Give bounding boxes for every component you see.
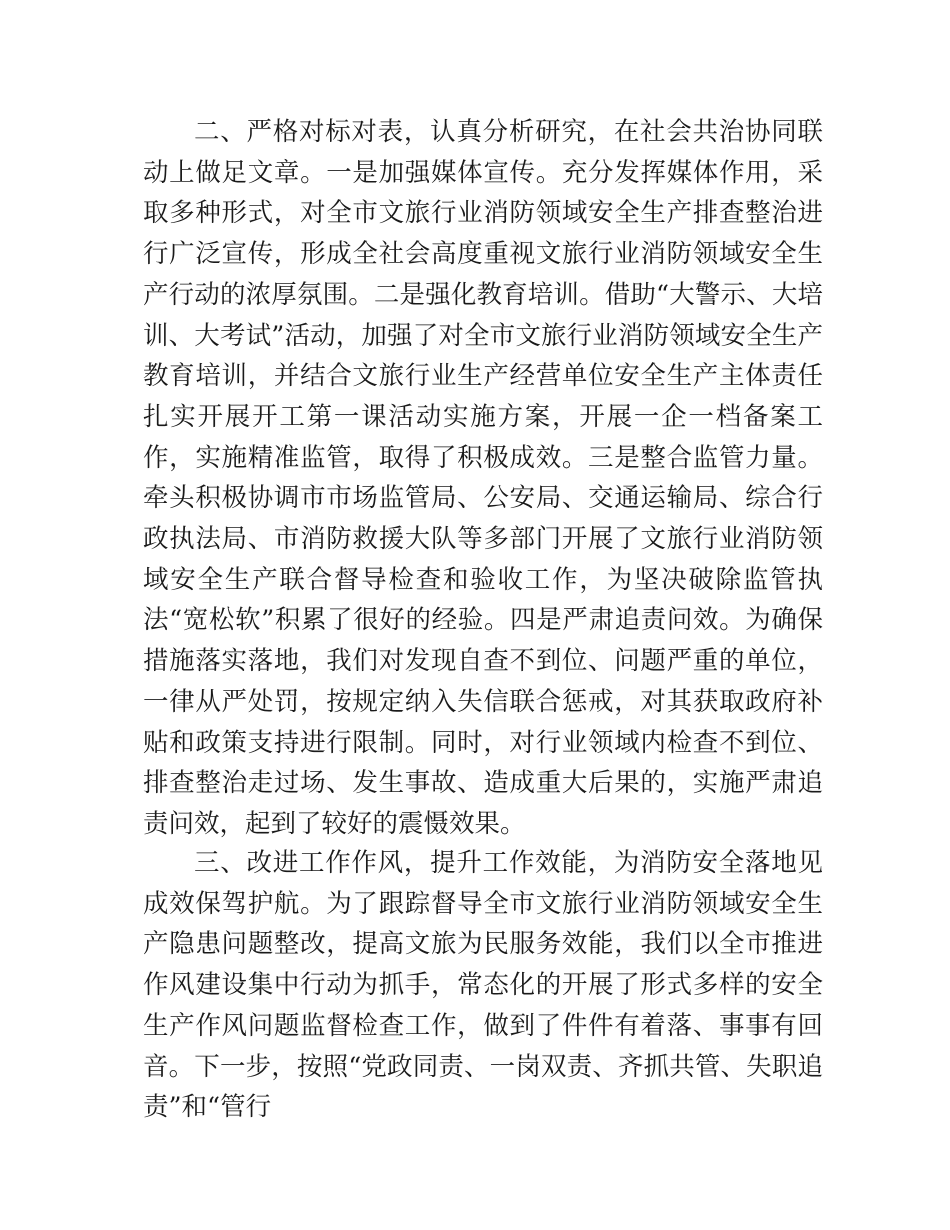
paragraph-section-three: 三、改进工作作风，提升工作效能，为消防安全落地见成效保驾护航。为了跟踪督导全市文旅行业消防领域安全生产隐患问题整改，提高文旅为民服务效能，我们以全市推进作风建设集中行动为抓手，常态化的开展了形式多样的安全生产作风问题监督检查工作，做到了件件有着落、事事有回音。下一步，按照“党政同责、一岗双责、齐抓共管、失职追责”和“管行 <box>143 848 823 1123</box>
paragraph-section-two: 二、严格对标对表，认真分析研究，在社会共治协同联动上做足文章。一是加强媒体宣传。充分发挥媒体作用，采取多种形式，对全市文旅行业消防领域安全生产排查整治进行广泛宣传，形成全社会高度重视文旅行业消防领域安全生产行动的浓厚氛围。二是强化教育培训。借助“大警示、大培训、大考试”活动，加强了对全市文旅行业消防领域安全生产教育培训，并结合文旅行业生产经营单位安全生产主体责任扎实开展开工第一课活动实施方案，开展一企一档备案工作，实施精准监管，取得了积极成效。三是整合监管力量。牵头积极协调市市场监管局、公安局、交通运输局、综合行政执法局、市消防救援大队等多部门开展了文旅行业消防领域安全生产联合督导检查和验收工作，为坚决破除监管执法“宽松软”积累了很好的经验。四是严肃追责问效。为确保措施落实落地，我们对发现自查不到位、问题严重的单位，一律从严处罚，按规定纳入失信联合惩戒，对其获取政府补贴和政策支持进行限制。同时，对行业领域内检查不到位、排查整治走过场、发生事故、造成重大后果的，实施严肃追责问效，起到了较好的震慑效果。 <box>143 117 823 839</box>
